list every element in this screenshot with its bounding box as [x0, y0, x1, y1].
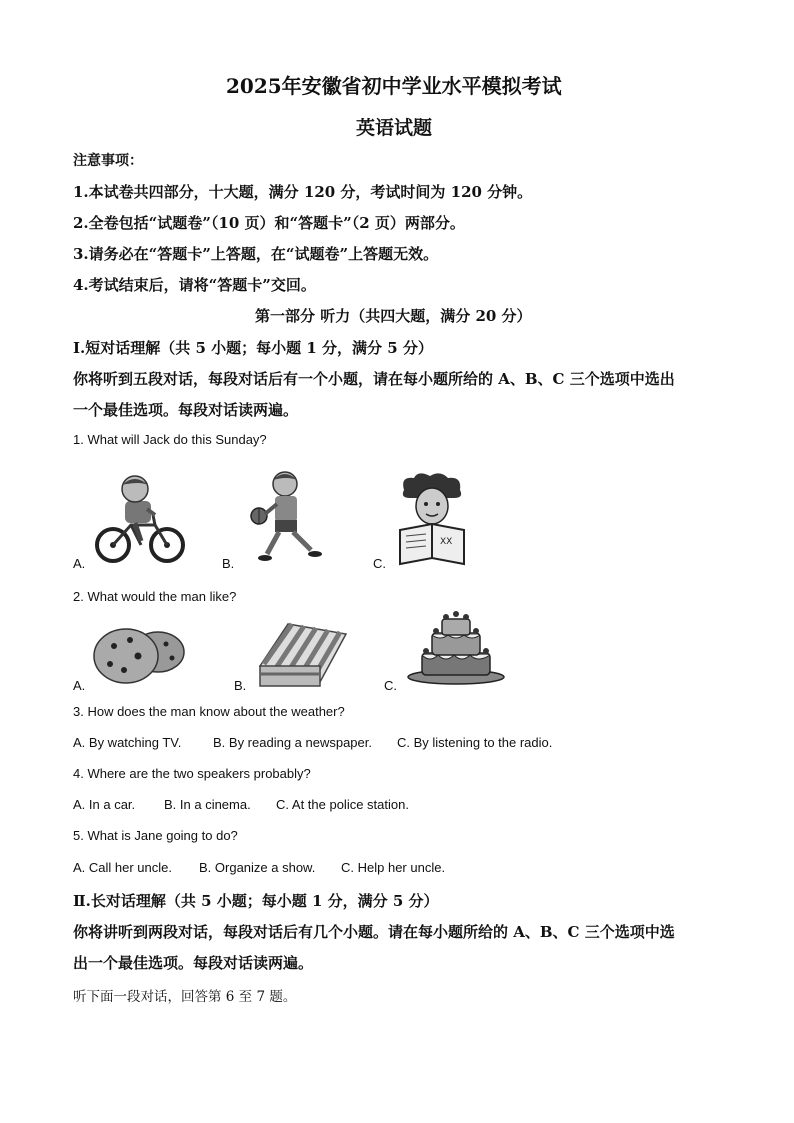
question-2: 2. What would the man like? [73, 589, 237, 604]
q1-option-c: C. [373, 556, 386, 571]
notes-heading: 注意事项： [73, 153, 143, 169]
cookies-image [92, 626, 188, 684]
q3-option-c: C. By listening to the radio. [397, 735, 553, 750]
section2-instruction: 你将讲听到两段对话，每段对话后有几个小题。请在每小题所给的 A、B、C 三个选项中选 [73, 923, 675, 941]
exam-title: 2025年安徽省初中学业水平模拟考试 [226, 74, 562, 98]
q5-option-a: A. Call her uncle. [73, 860, 172, 875]
q4-option-c: C. At the police station. [276, 797, 409, 812]
q1-option-b: B. [222, 556, 235, 571]
boy-playing-basketball-image [245, 470, 325, 565]
svg-text:XX: XX [440, 537, 453, 547]
q4-option-b: B. In a cinema. [164, 797, 251, 812]
q4-option-a: A. In a car. [73, 797, 136, 812]
q1-option-a: A. [73, 556, 86, 571]
section2-title: Ⅱ.长对话理解（共 5 小题；每小题 1 分，满分 5 分） [73, 892, 439, 910]
q3-option-b: B. By reading a newspaper. [213, 735, 372, 750]
question-5: 5. What is Jane going to do? [73, 828, 238, 843]
q5-option-c: C. Help her uncle. [341, 860, 446, 875]
bread-slices-image [258, 616, 348, 688]
cake-image [406, 609, 506, 685]
boy-reading-book-image [396, 472, 468, 566]
section1-instruction: 一个最佳选项。每段对话读两遍。 [73, 401, 299, 419]
notes-item: 4.考试结束后，请将“答题卡”交回。 [73, 276, 316, 294]
boy-riding-bicycle-image [95, 473, 187, 565]
question-4: 4. Where are the two speakers probably? [73, 766, 311, 781]
notes-item: 3.请务必在“答题卡”上答题，在“试题卷”上答题无效。 [73, 245, 439, 263]
part1-heading: 第一部分 听力（共四大题，满分 20 分） [255, 307, 532, 325]
section2-sub-instruction: 听下面一段对话，回答第 6 至 7 题。 [73, 989, 297, 1005]
exam-subtitle: 英语试题 [356, 117, 433, 139]
section1-instruction: 你将听到五段对话，每段对话后有一个小题，请在每小题所给的 A、B、C 三个选项中选出 [73, 370, 675, 388]
section2-instruction: 出一个最佳选项。每段对话读两遍。 [73, 954, 314, 972]
question-1: 1. What will Jack do this Sunday? [73, 432, 267, 447]
q2-option-c: C. [384, 678, 397, 693]
question-3: 3. How does the man know about the weather? [73, 704, 345, 719]
q5-option-b: B. Organize a show. [199, 860, 316, 875]
section1-title: Ⅰ.短对话理解（共 5 小题；每小题 1 分，满分 5 分） [73, 339, 433, 357]
q2-option-b: B. [234, 678, 247, 693]
notes-item: 2.全卷包括“试题卷”（10 页）和“答题卡”（2 页）两部分。 [73, 214, 465, 232]
q2-option-a: A. [73, 678, 86, 693]
q3-option-a: A. By watching TV. [73, 735, 182, 750]
notes-item: 1.本试卷共四部分，十大题，满分 120 分，考试时间为 120 分钟。 [73, 183, 533, 201]
